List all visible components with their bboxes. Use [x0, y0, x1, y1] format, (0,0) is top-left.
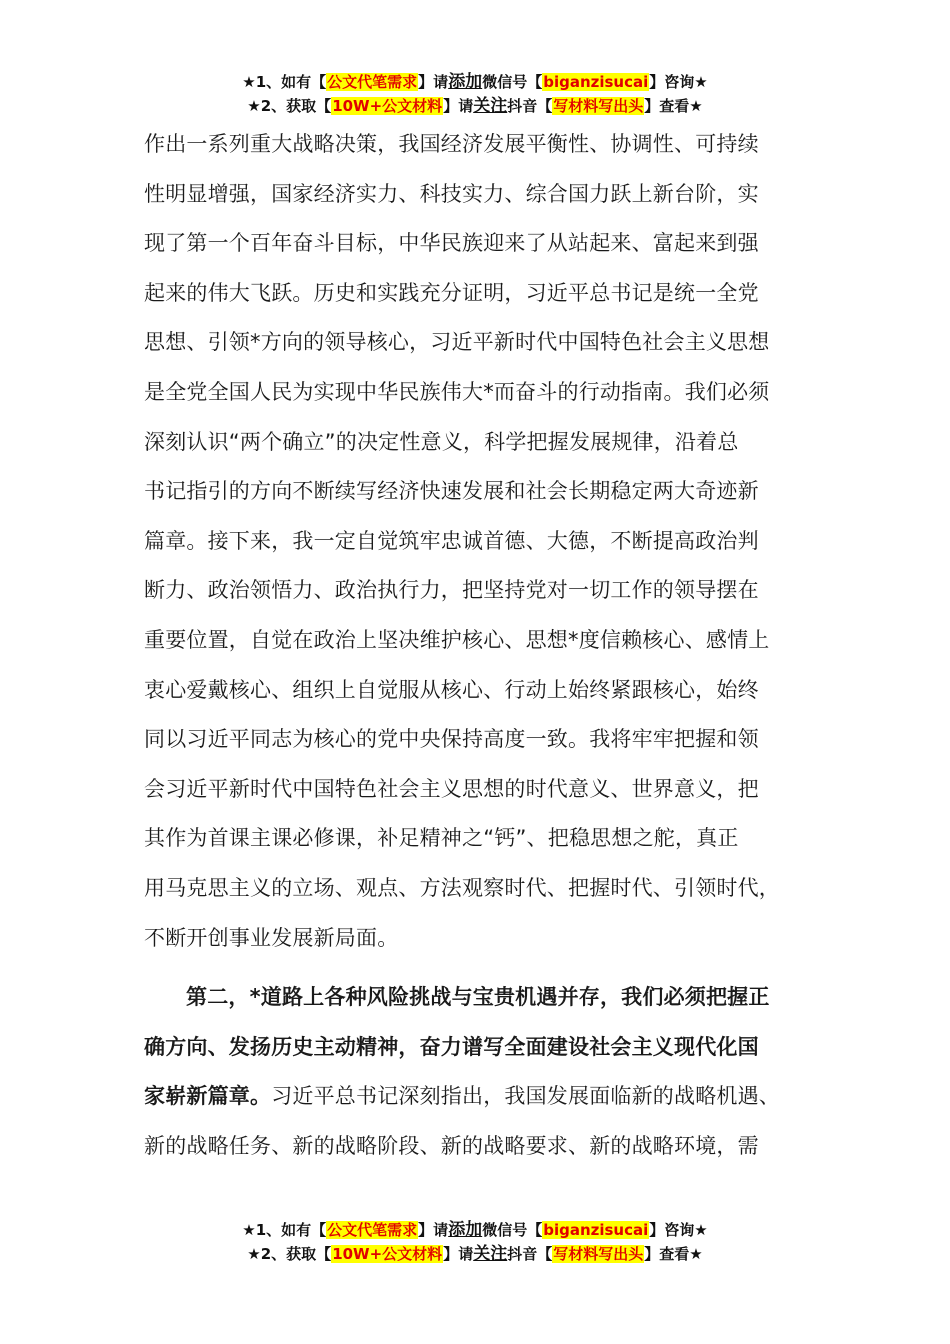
text-line: 会习近平新时代中国特色社会主义思想的时代意义、世界意义，把: [144, 776, 759, 801]
banner-underline: 关注: [473, 1244, 508, 1264]
mixed-text-line: [144, 1072, 814, 1122]
text-line: 用马克思主义的立场、观点、方法观察时代、把握时代、引领时代，: [144, 875, 780, 900]
banner-highlight: 10W+公文材料: [332, 1245, 443, 1263]
text-line: 篇章。接下来，我一定自觉筑牢忠诚首德、大德，不断提高政治判: [144, 528, 759, 553]
star-icon: ★: [242, 1221, 256, 1239]
text-line: 其作为首课主课必修课，补足精神之“钙”、把稳思想之舵，真正: [144, 826, 739, 851]
text-line: 是全党全国人民为实现中华民族伟大*而奋斗的行动指南。我们必须: [144, 379, 770, 404]
banner-text: 抖音【: [507, 97, 553, 115]
banner-highlight: 写材料写出头: [553, 97, 644, 115]
text-line: 思想、引领*方向的领导核心，习近平新时代中国特色社会主义思想: [144, 330, 770, 355]
text-line: 重要位置，自觉在政治上坚决维护核心、思想*度信赖核心、感情上: [144, 627, 770, 652]
header-banner: [0, 70, 950, 118]
banner-text: 】请: [443, 97, 474, 115]
bold-text-line: 第二，*道路上各种风险挑战与宝贵机遇并存，我们必须把握正: [186, 985, 770, 1010]
paragraph-gap: [144, 963, 814, 973]
banner-line-2: [0, 1242, 950, 1266]
banner-highlight: 公文代笔需求: [327, 73, 418, 91]
banner-text: 】请: [418, 73, 449, 91]
bold-text-line: 确方向、发扬历史主动精神，奋力谱写全面建设社会主义现代化国: [144, 1034, 759, 1059]
banner-text: 】查看★: [644, 1245, 703, 1263]
text-line: 起来的伟大飞跃。历史和实践充分证明，习近平总书记是统一全党: [144, 280, 759, 305]
banner-line-1: [0, 1218, 950, 1242]
banner-underline: 添加: [448, 1220, 483, 1240]
star-icon: ★: [247, 1245, 261, 1263]
banner-text: 抖音【: [507, 1245, 553, 1263]
star-icon: ★: [242, 73, 256, 91]
banner-text: 】查看★: [644, 97, 703, 115]
text-line: 新的战略任务、新的战略阶段、新的战略要求、新的战略环境，需: [144, 1133, 759, 1158]
banner-line-2: [0, 94, 950, 118]
normal-text: 习近平总书记深刻指出，我国发展面临新的战略机遇、: [271, 1084, 781, 1109]
text-line: 现了第一个百年奋斗目标，中华民族迎来了从站起来、富起来到强: [144, 231, 759, 256]
banner-highlight: 写材料写出头: [553, 1245, 644, 1263]
text-line: 断力、政治领悟力、政治执行力，把坚持党对一切工作的领导摆在: [144, 578, 759, 603]
text-line: 深刻认识“两个确立”的决定性意义，科学把握发展规律，沿着总: [144, 429, 739, 454]
banner-text: 2、获取【: [260, 1245, 332, 1263]
banner-highlight: biganzisucai: [543, 1221, 649, 1239]
text-line: 作出一系列重大战略决策，我国经济发展平衡性、协调性、可持续: [144, 132, 759, 156]
paragraph-1: [144, 120, 814, 963]
banner-text: 】请: [443, 1245, 474, 1263]
banner-line-1: [0, 70, 950, 94]
document-body: [144, 120, 814, 1171]
banner-text: 1、如有【: [255, 1221, 327, 1239]
banner-text: 】咨询★: [649, 73, 708, 91]
banner-highlight: 公文代笔需求: [327, 1221, 418, 1239]
banner-text: 】咨询★: [649, 1221, 708, 1239]
banner-text: 微信号【: [482, 1221, 543, 1239]
banner-text: 1、如有【: [255, 73, 327, 91]
banner-underline: 添加: [448, 72, 483, 92]
text-line: 衷心爱戴核心、组织上自觉服从核心、行动上始终紧跟核心，始终: [144, 677, 759, 702]
banner-text: 2、获取【: [260, 97, 332, 115]
star-icon: ★: [247, 97, 261, 115]
text-line: 性明显增强，国家经济实力、科技实力、综合国力跃上新台阶，实: [144, 181, 759, 206]
footer-banner: [0, 1218, 950, 1266]
bold-text: 家崭新篇章。: [144, 1084, 272, 1109]
paragraph-2: [144, 973, 814, 1171]
banner-text: 】请: [418, 1221, 449, 1239]
text-line: 书记指引的方向不断续写经济快速发展和社会长期稳定两大奇迹新: [144, 479, 759, 504]
banner-highlight: 10W+公文材料: [332, 97, 443, 115]
text-line: 不断开创事业发展新局面。: [144, 925, 399, 950]
text-line: 同以习近平同志为核心的党中央保持高度一致。我将牢牢把握和领: [144, 727, 759, 752]
banner-highlight: biganzisucai: [543, 73, 649, 91]
banner-text: 微信号【: [482, 73, 543, 91]
banner-underline: 关注: [473, 96, 508, 116]
